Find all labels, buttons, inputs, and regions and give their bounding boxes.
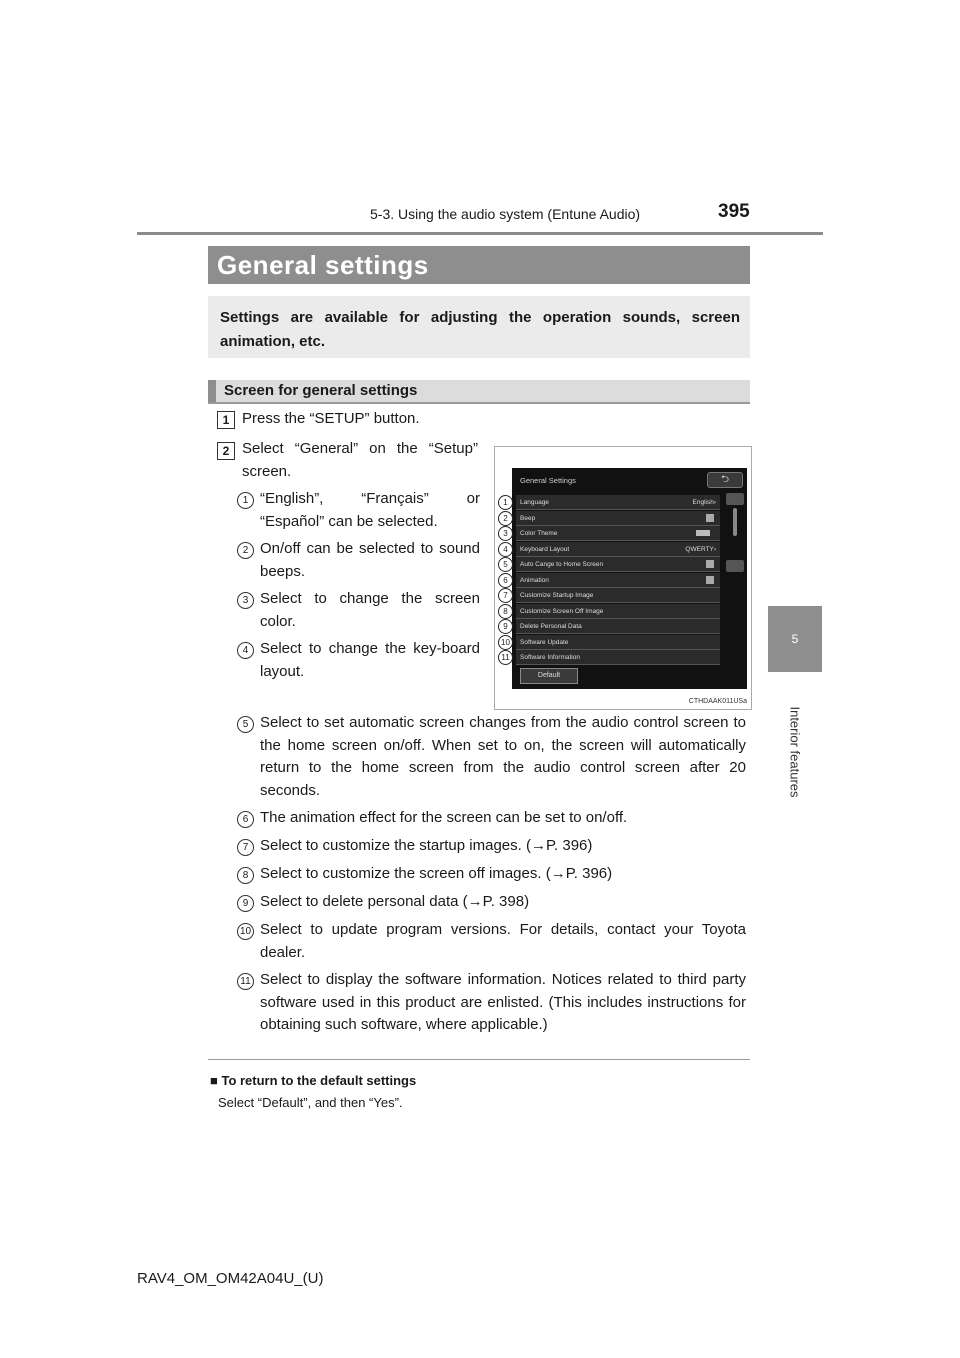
- note-heading: ■ To return to the default settings: [210, 1073, 417, 1088]
- page-title-bar: [208, 246, 750, 284]
- row-label: Language: [520, 499, 549, 506]
- step-text: Select “General” on the “Setup” screen.: [242, 440, 478, 480]
- default-button[interactable]: Default: [520, 668, 578, 684]
- row-label: Color Theme: [520, 530, 558, 537]
- step-text: Press the “SETUP” button.: [242, 410, 420, 427]
- item-number: 9: [237, 895, 254, 912]
- intro-box: [208, 296, 750, 358]
- callout-number: 10: [498, 635, 513, 650]
- item-number: 4: [237, 642, 254, 659]
- row-label: Animation: [520, 576, 549, 584]
- checkbox-icon[interactable]: [706, 576, 714, 584]
- setting-row-delete-personal-data[interactable]: [516, 619, 720, 634]
- callout-number: 7: [498, 588, 513, 603]
- item-text: Select to customize the startup images. (→P. 396): [260, 837, 593, 854]
- setting-row-screen-off-image[interactable]: [516, 604, 720, 619]
- callout-number: 11: [498, 650, 513, 665]
- general-settings-screen: [512, 468, 747, 689]
- step-number: 1: [217, 411, 235, 429]
- item-text: Select to change the key-board layout.: [260, 640, 480, 680]
- scroll-up-icon[interactable]: [726, 493, 744, 505]
- item-text: “English”, “Français” or “Español” can be selected.: [260, 490, 480, 530]
- item-text: Select to display the software information. Notices related to third party software used in this product are enlisted. (This includes instructions for obtaining such software, where applicable.): [260, 971, 746, 1033]
- item-text: Select to update program versions. For details, contact your Toyota dealer.: [260, 921, 746, 961]
- item-text: Select to set automatic screen changes from the audio control screen to the home screen on/off. When set to on, the screen will automatically return to the home screen from the audio control screen after 20 seconds.: [260, 714, 746, 799]
- back-arrow-icon[interactable]: ⮌: [707, 472, 743, 488]
- setting-row-software-update[interactable]: [516, 635, 720, 650]
- row-label: Keyboard Layout: [520, 545, 570, 553]
- callout-number: 6: [498, 573, 513, 588]
- row-label: Customize Startup Image: [520, 592, 594, 599]
- callout-number: 4: [498, 542, 513, 557]
- item-number: 1: [237, 492, 254, 509]
- row-label: Beep: [520, 514, 536, 522]
- callout-number: 9: [498, 619, 513, 634]
- header-rule: [137, 232, 823, 235]
- item-text: Select to customize the screen off images. (→P. 396): [260, 865, 613, 882]
- setting-row-keyboard-layout[interactable]: [516, 542, 720, 557]
- color-swatch-icon: [696, 530, 710, 536]
- item-text: On/off can be selected to sound beeps.: [260, 540, 480, 580]
- chapter-label-text: Interior features: [787, 706, 803, 798]
- item-text: Select to delete personal data (→P. 398): [260, 893, 530, 910]
- callout-number: 3: [498, 526, 513, 541]
- screen-figure: [494, 446, 752, 710]
- subheading: Screen for general settings: [224, 382, 418, 399]
- document-code: RAV4_OM_OM42A04U_(U): [137, 1270, 324, 1287]
- step-number: 2: [217, 442, 235, 460]
- scroll-down-icon[interactable]: [726, 560, 744, 572]
- setting-row-startup-image[interactable]: [516, 588, 720, 603]
- screen-title: General Settings: [520, 476, 576, 485]
- item-text: Select to change the screen color.: [260, 590, 480, 630]
- setting-row-language[interactable]: [516, 495, 720, 510]
- note-text: Select “Default”, and then “Yes”.: [218, 1095, 403, 1110]
- callout-number: 5: [498, 557, 513, 572]
- figure-caption: CTHDAAK011USa: [688, 698, 747, 705]
- item-number: 5: [237, 716, 254, 733]
- callout-number: 8: [498, 604, 513, 619]
- callout-number: 1: [498, 495, 513, 510]
- item-text: The animation effect for the screen can be set to on/off.: [260, 809, 628, 826]
- item-number: 3: [237, 592, 254, 609]
- row-label: Customize Screen Off Image: [520, 607, 604, 615]
- page-number: 395: [718, 201, 750, 222]
- row-value: QWERTY›: [685, 545, 716, 553]
- section-title: 5-3. Using the audio system (Entune Audio): [370, 206, 641, 222]
- item-number: 10: [237, 923, 254, 940]
- row-label: Delete Personal Data: [520, 623, 582, 630]
- item-number: 2: [237, 542, 254, 559]
- row-label: Software Information: [520, 654, 580, 661]
- setting-row-animation[interactable]: [516, 573, 720, 588]
- setting-row-beep[interactable]: [516, 511, 720, 526]
- row-label: Software Update: [520, 638, 569, 646]
- setting-row-software-information[interactable]: [516, 650, 720, 665]
- row-value: English›: [692, 499, 716, 506]
- scrollbar[interactable]: [733, 508, 737, 536]
- setting-row-color-theme[interactable]: [516, 526, 720, 541]
- chapter-label: [778, 672, 812, 832]
- checkbox-icon[interactable]: [706, 514, 714, 522]
- item-number: 11: [237, 973, 254, 990]
- chapter-tab: 5: [768, 606, 822, 672]
- subheading-bar: [208, 380, 750, 404]
- item-number: 8: [237, 867, 254, 884]
- callout-number: 2: [498, 511, 513, 526]
- checkbox-icon[interactable]: [706, 560, 714, 568]
- setting-row-auto-change[interactable]: [516, 557, 720, 572]
- note-rule: [208, 1059, 750, 1060]
- row-label: Auto Cange to Home Screen: [520, 561, 604, 568]
- page-title: General settings: [217, 250, 429, 280]
- intro-text: Settings are available for adjusting the operation sounds, screen animation, etc.: [220, 309, 740, 350]
- item-number: 6: [237, 811, 254, 828]
- item-number: 7: [237, 839, 254, 856]
